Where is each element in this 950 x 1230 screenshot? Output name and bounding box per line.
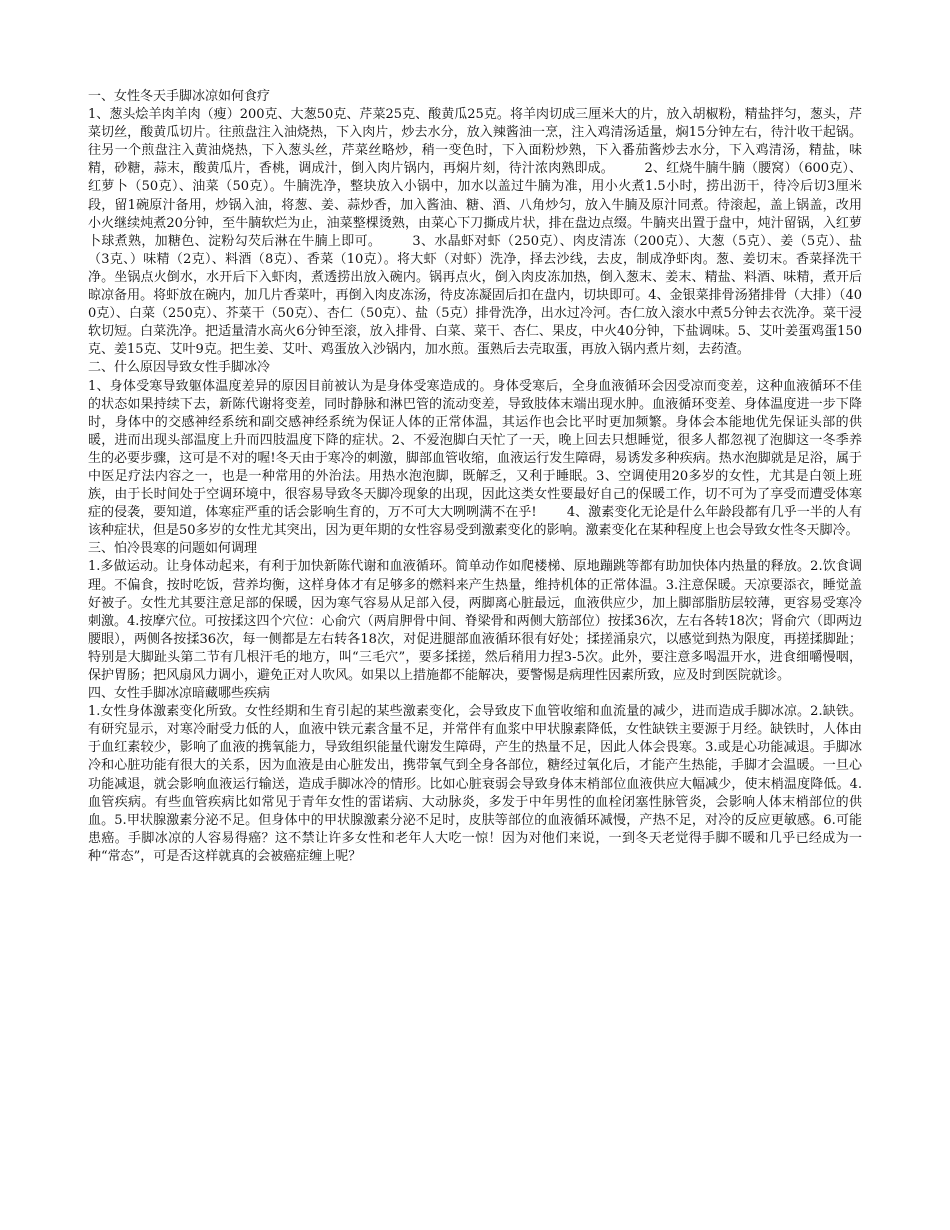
section-4-body: 1.女性身体激素变化所致。女性经期和生育引起的某些激素变化，会导致皮下血管收缩和血流量的减少，进而造成手脚冰凉。2.缺铁。有研究显示，对寒冷耐受力低的人，血液中铁元素含量不足，并常伴有血浆中甲状腺素降低，女性缺铁主要源于月经。缺铁时，人体由于血红素较少，影响了血液的携氧能力，导致组织能量代谢发生障碍，产生的热量不足，因此人体会畏寒。3.或是心功能减退。手脚冰冷和心脏功能有很大的关系，因为血液是由心脏发出，携带氧气到全身各部位，糖经过氧化后，才能产生热能，手脚才会温暖。一旦心功能减退，就会影响血液运行输送，造成手脚冰冷的情形。比如心脏衰弱会导致身体末梢部位血液供应大幅减少，使末梢温度降低。4.血管疾病。有些血管疾病比如常见于青年女性的雷诺病、大动脉炎，多发于中年男性的血栓闭塞性脉管炎，会影响人体末梢部位的供血。5.甲状腺激素分泌不足。但身体中的甲状腺激素分泌不足时，皮肤等部位的血液循环减慢，产热不足，对冷的反应更敏感。6.可能患癌。手脚冰凉的人容易得癌？这不禁让许多女性和老年人大吃一惊！因为对他们来说，一到冬天老觉得手脚不暖和几乎已经成为一种“常态”，可是否这样就真的会被癌症缠上呢？ [88, 704, 862, 864]
section-4-heading: 四、女性手脚冰凉暗藏哪些疾病 [88, 686, 271, 702]
section-3-body: 1.多做运动。让身体动起来，有利于加快新陈代谢和血液循环。简单动作如爬楼梯、原地蹦跳等都有助加快体内热量的释放。2.饮食调理。不偏食，按时吃饭，营养均衡，这样身体才有足够多的燃料来产生热量，维持机体的正常体温。3.注意保暖。天凉要添衣，睡觉盖好被子。女性尤其要注意足部的保暖，因为寒气容易从足部入侵，两脚离心脏最远，血液供应少，加上脚部脂肪层较薄，更容易受寒冷刺激。4.按摩穴位。可按揉这四个穴位：心俞穴（两肩胛骨中间、脊梁骨和两侧大筋部位）按揉36次，左右各转18次；肾俞穴（即两边腰眼），两侧各按揉36次，每一侧都是左右转各18次，对促进腿部血液循环很有好处；揉搓涌泉穴，以感觉到热为限度，再搓揉脚趾；特别是大脚趾头第二节有几根汗毛的地方，叫“三毛穴”，要多揉搓，然后稍用力捏3-5次。此外，要注意多喝温开水，进食细嚼慢咽，保护胃肠；把风扇风力调小，避免正对人吹风。如果以上措施都不能解决，要警惕是病理性因素所致，应及时到医院就诊。 [88, 559, 862, 683]
section-1-heading: 一、女性冬天手脚冰凉如何食疗 [88, 89, 271, 104]
document-page [88, 88, 862, 866]
section-1-body: 1、葱头烩羊肉羊肉（瘦）200克、大葱50克、芹菜25克、酸黄瓜25克。将羊肉切成三厘米大的片，放入胡椒粉，精盐拌匀，葱头，芹菜切丝，酸黄瓜切片。往煎盘注入油烧热，下入肉片，炒去水分，放入辣酱油一烹，注入鸡清汤适量，焖15分钟左右，待汁收干起锅。往另一个煎盘注入黄油烧热，下入葱头丝，芹菜丝略炒，稍一变色时，下入面粉炒熟，下入番茄酱炒去水分，下入鸡清汤，精盐，味精，砂糖，蒜末，酸黄瓜片，香桃，调成汁，倒入肉片锅内，再焖片刻，待汁浓肉熟即成。 2、红烧牛腩牛腩（腰窝）（600克）、红萝卜（50克）、油菜（50克）。牛腩洗净，整块放入小锅中，加水以盖过牛腩为准，用小火煮1.5小时，捞出沥干，待冷后切3厘米段，留1碗原汁备用，炒锅入油，将葱、姜、蒜炒香，加入酱油、糖、酒、八角炒匀，放入牛腩及原汁同煮。待滚起，盖上锅盖，改用小火继续炖煮20分钟，至牛腩软烂为止，油菜整棵烫熟，由菜心下刀撕成片状，排在盘边点缀。牛腩夹出置于盘中，炖汁留锅，入红萝卜球煮熟，加糖色、淀粉勾芡后淋在牛腩上即可。 3、水晶虾对虾（250克）、肉皮清冻（200克）、大葱（5克）、姜（5克）、盐（3克、）味精（2克）、料酒（8克）、香菜（10克）。将大虾（对虾）洗净，择去沙线，去皮，制成净虾肉。葱、姜切末。香菜择洗干净。坐锅点火倒水，水开后下入虾肉，煮透捞出放入碗内。锅再点火，倒入肉皮冻加热，倒入葱末、姜末、精盐、料酒、味精，煮开后晾凉备用。将虾放在碗内，加几片香菜叶，再倒入肉皮冻汤，待皮冻凝固后扣在盘内，切块即可。4、金银菜排骨汤猪排骨（大排）（400克）、白菜（250克）、芥菜干（50克）、杏仁（50克）、盐（5克）排骨洗净，出水过冷河。杏仁放入滚水中煮5分钟去衣洗净。菜干浸软切短。白菜洗净。把适量清水高火6分钟至滚，放入排骨、白菜、菜干、杏仁、果皮，中火40分钟，下盐调味。5、艾叶姜蛋鸡蛋150克、姜15克、艾叶9克。把生姜、艾叶、鸡蛋放入沙锅内，加水煎。蛋熟后去壳取蛋，再放入锅内煮片刻，去药渣。 [88, 107, 862, 358]
section-2-heading: 二、什么原因导致女性手脚冰冷 [88, 360, 271, 376]
section-3-heading: 三、怕冷畏寒的问题如何调理 [88, 541, 258, 557]
section-2-body: 1、身体受寒导致躯体温度差异的原因目前被认为是身体受寒造成的。身体受寒后，全身血液循环会因受凉而变差，这种血液循环不佳的状态如果持续下去，新陈代谢将变差，同时静脉和淋巴管的流动变差，导致肢体末端出现水肿。血液循环变差、身体温度进一步下降时，身体中的交感神经系统和副交感神经系统为保证人体的正常体温，其运作也会比平时更加频繁。身体会本能地优先保证头部的供暖，进而出现头部温度上升而四肢温度下降的症状。2、不爱泡脚白天忙了一天，晚上回去只想睡觉，很多人都忽视了泡脚这一冬季养生的必要步骤，这可是不对的喔!冬天由于寒冷的刺激，脚部血管收缩，血液运行发生障碍，易诱发多种疾病。热水泡脚就是足浴，属于中医足疗法内容之一，也是一种常用的外治法。用热水泡泡脚，既解乏，又利于睡眠。3、空调使用20多岁的女性，尤其是白领上班族，由于长时间处于空调环境中，很容易导致冬天脚冷现象的出现，因此这类女性要最好自己的保暖工作，切不可为了享受而遭受体寒症的侵袭，要知道，体寒症严重的话会影响生育的，万不可大大咧咧满不在乎! 4、激素变化无论是什么年龄段都有几乎一半的人有该种症状，但是50多岁的女性尤其突出，因为更年期的女性容易受到激素变化的影响。激素变化在某种程度上也会导致女性冬天脚冷。 [88, 378, 862, 539]
